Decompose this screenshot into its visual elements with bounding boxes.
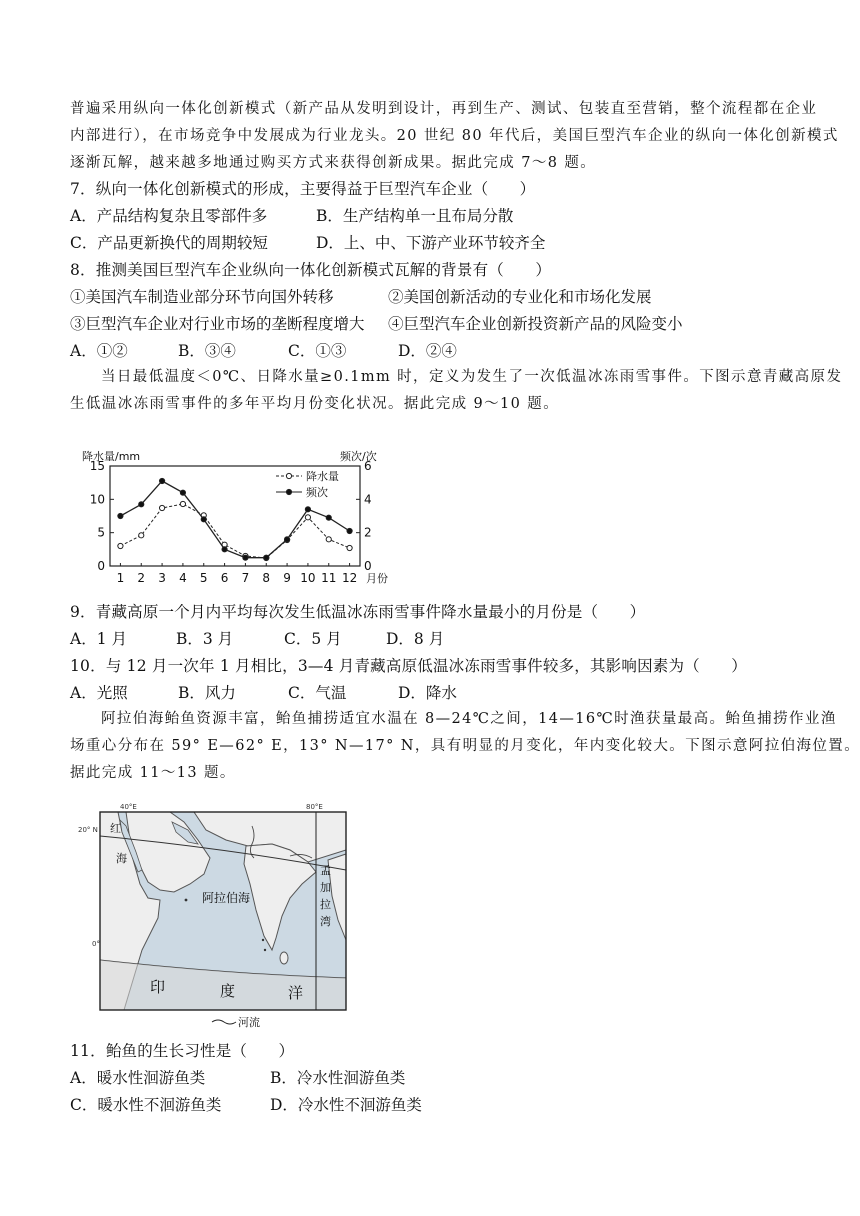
q11-option-d: D．冷水性不洄游鱼类: [270, 1096, 422, 1114]
island-dot: [262, 939, 264, 941]
y-left-tick-label: 15: [89, 459, 105, 473]
y-right-tick-label: 0: [364, 559, 372, 573]
island-dot: [264, 949, 266, 951]
q8-statement-2: ②美国创新活动的专业化和市场化发展: [388, 288, 652, 306]
x-tick-label: 2: [137, 571, 146, 585]
series-2-point: [180, 490, 185, 495]
red-sea-label-1: 红: [110, 822, 121, 835]
indian-ocean-label-2: 度: [220, 982, 236, 1000]
legend-label-2: 频次: [306, 486, 328, 499]
x-tick-label: 11: [321, 571, 337, 585]
q9-option-d: D．8 月: [386, 630, 445, 648]
x-tick-label: 8: [262, 571, 271, 585]
series-2-point: [139, 502, 144, 507]
x-tick-label: 12: [341, 571, 358, 585]
q11-option-a: A．暖水性洄游鱼类: [70, 1069, 206, 1087]
indian-ocean-label-3: 洋: [288, 984, 304, 1002]
q11-option-b: B．冷水性洄游鱼类: [270, 1069, 406, 1087]
island-dot: [185, 899, 188, 902]
x-tick-label: 4: [179, 571, 187, 585]
series-1-point: [347, 545, 352, 550]
q8-statement-4: ④巨型汽车企业创新投资新产品的风险变小: [388, 315, 683, 333]
series-2-point: [159, 478, 164, 483]
y-left-tick-label: 5: [97, 525, 105, 540]
q8-stem: 8．推测美国巨型汽车企业纵向一体化创新模式瓦解的背景有（ ）: [70, 261, 552, 279]
q10-stem: 10．与 12 月一次年 1 月相比，3—4 月青藏高原低温冰冻雨雪事件较多，其影响因素为（ ）: [70, 657, 747, 675]
bay-label-2: 加: [320, 881, 331, 894]
series-1-point: [326, 537, 331, 542]
series-1-point: [159, 505, 164, 510]
q9-option-c: C．5 月: [284, 630, 342, 648]
series-1-point: [180, 501, 185, 506]
q8-option-d: D．②④: [398, 342, 457, 360]
passage3-line-2: 场重心分布在 59° E—62° E，13° N—17° N，具有明显的月变化，年内变化较大。下图示意阿拉伯海位置。: [70, 738, 860, 754]
river-legend-label: 河流: [238, 1016, 260, 1028]
lat-0-label: 0°: [92, 940, 100, 948]
q9-option-a: A．1 月: [70, 630, 127, 648]
q10-option-d: D．降水: [398, 684, 457, 702]
q7-option-c: C．产品更新换代的周期较短: [70, 234, 268, 252]
q8-option-a: A．①②: [70, 342, 128, 360]
y-axis-left-title: 降水量/mm: [82, 450, 141, 463]
series-2-point: [347, 528, 352, 533]
q10-option-a: A．光照: [70, 684, 128, 702]
indian-ocean-label-1: 印: [150, 978, 166, 996]
series-2-point: [264, 555, 269, 560]
q9-stem: 9．青藏高原一个月内平均每次发生低温冰冻雨雪事件降水量最小的月份是（ ）: [70, 603, 646, 621]
x-axis-title: 月份: [366, 572, 388, 585]
intro-line-3: 逐渐瓦解，越来越多地通过购买方式来获得创新成果。据此完成 7～8 题。: [70, 155, 597, 171]
q10-option-c: C．气温: [288, 684, 347, 702]
red-sea-label-2: 海: [116, 852, 127, 865]
series-2-point: [222, 547, 227, 552]
y-axis-right-title: 频次/次: [340, 450, 377, 463]
legend-marker-2: [286, 489, 291, 494]
lon-80e-label: 80°E: [306, 803, 323, 811]
q7-option-b: B．生产结构单一且布局分散: [316, 207, 514, 225]
sri-lanka: [280, 952, 288, 964]
q8-statement-3: ③巨型汽车企业对行业市场的垄断程度增大: [70, 315, 365, 333]
series-2-point: [201, 517, 206, 522]
passage2-line-2: 生低温冰冻雨雪事件的多年平均月份变化状况。据此完成 9～10 题。: [70, 396, 560, 412]
series-2-point: [305, 507, 310, 512]
q7-option-a: A．产品结构复杂且零部件多: [70, 207, 268, 225]
series-1-point: [139, 533, 144, 538]
q11-option-c: C．暖水性不洄游鱼类: [70, 1096, 222, 1114]
q8-statement-1: ①美国汽车制造业部分环节向国外转移: [70, 288, 334, 306]
bay-label-3: 拉: [320, 898, 331, 911]
bay-label-1: 孟: [320, 864, 331, 877]
x-tick-label: 1: [116, 571, 125, 585]
passage2-line-1: 当日最低温度＜0℃、日降水量≥0.1mm 时，定义为发生了一次低温冰冻雨雪事件。下图示意青藏高原发: [101, 369, 843, 385]
lon-40e-label: 40°E: [120, 803, 137, 811]
y-right-tick-label: 2: [364, 525, 372, 540]
q7-stem: 7．纵向一体化创新模式的形成，主要得益于巨型汽车企业（ ）: [70, 180, 536, 198]
series-2-point: [118, 513, 123, 518]
passage3-line-1: 阿拉伯海鲐鱼资源丰富，鲐鱼捕捞适宜水温在 8—24℃之间，14—16℃时渔获量最高。鲐鱼捕捞作业渔: [101, 711, 837, 727]
legend-label-1: 降水量: [306, 470, 339, 483]
intro-line-2: 内部进行），在市场竞争中发展成为行业龙头。20 世纪 80 年代后，美国巨型汽车企业的纵向一体化创新模式: [70, 128, 839, 144]
y-right-tick-label: 4: [364, 492, 372, 507]
bay-label-4: 湾: [320, 915, 331, 928]
q7-option-d: D．上、中、下游产业环节较齐全: [316, 234, 546, 252]
series-2-point: [326, 515, 331, 520]
q8-option-b: B．③④: [178, 342, 236, 360]
arabian-sea-label: 阿拉伯海: [202, 891, 251, 905]
x-tick-label: 10: [300, 571, 316, 585]
x-tick-label: 9: [283, 571, 291, 585]
passage3-line-3: 据此完成 11～13 题。: [70, 765, 236, 781]
y-left-tick-label: 10: [89, 492, 105, 507]
series-1-point: [305, 515, 310, 520]
q8-option-c: C．①③: [288, 342, 347, 360]
q10-option-b: B．风力: [178, 684, 236, 702]
series-2-point: [284, 537, 289, 542]
precipitation-frequency-chart: [80, 438, 400, 590]
q11-stem: 11．鲐鱼的生长习性是（ ）: [70, 1042, 295, 1060]
legend-marker-1: [286, 473, 291, 478]
x-tick-label: 7: [241, 571, 250, 585]
x-tick-label: 6: [220, 571, 229, 585]
y-left-tick-label: 0: [97, 559, 105, 573]
x-tick-label: 3: [158, 571, 166, 585]
y-right-tick-label: 6: [364, 459, 372, 473]
river-legend-symbol: [212, 1020, 236, 1024]
intro-line-1: 普遍采用纵向一体化创新模式（新产品从发明到设计，再到生产、测试、包装直至营销，整个流程都在企业: [70, 101, 818, 117]
series-1-point: [118, 543, 123, 548]
x-tick-label: 5: [199, 571, 208, 585]
arabian-sea-map: [76, 800, 352, 1028]
lat-20n-label: 20° N: [78, 826, 98, 834]
q9-option-b: B．3 月: [176, 630, 234, 648]
series-2-point: [243, 555, 248, 560]
